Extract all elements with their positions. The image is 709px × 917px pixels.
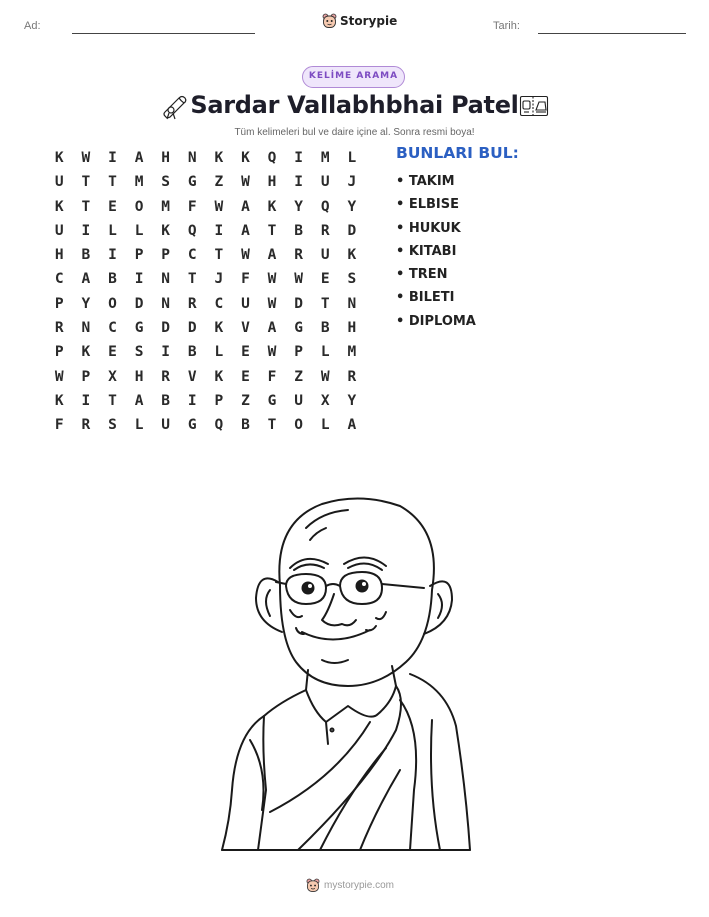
grid-cell[interactable]: K bbox=[54, 392, 64, 409]
grid-cell[interactable]: F bbox=[187, 198, 197, 215]
grid-cell[interactable]: A bbox=[267, 320, 277, 337]
grid-cell[interactable]: R bbox=[187, 295, 197, 312]
word-list-item: • DIPLOMA bbox=[396, 310, 476, 333]
grid-cell[interactable]: I bbox=[81, 222, 91, 239]
grid-cell[interactable]: R bbox=[294, 247, 303, 264]
grid-row bbox=[46, 219, 365, 243]
grid-cell[interactable]: B bbox=[241, 417, 250, 434]
footer[interactable] bbox=[306, 878, 394, 893]
name-line[interactable] bbox=[72, 33, 255, 34]
head-outline bbox=[279, 498, 434, 686]
word-list-title: BUNLARI BUL: bbox=[396, 144, 519, 162]
grid-cell[interactable]: C bbox=[54, 271, 64, 288]
grid-cell[interactable]: T bbox=[214, 247, 224, 264]
grid-cell[interactable]: A bbox=[347, 417, 357, 434]
grid-cell[interactable]: X bbox=[108, 368, 117, 385]
date-line[interactable] bbox=[538, 33, 686, 34]
grid-cell[interactable]: U bbox=[54, 222, 64, 239]
grid-cell[interactable]: I bbox=[108, 150, 117, 166]
grid-cell[interactable]: T bbox=[81, 174, 91, 191]
word-list-item: • BILETI bbox=[396, 286, 476, 309]
grid-cell[interactable]: P bbox=[134, 247, 144, 264]
grid-cell[interactable]: I bbox=[134, 271, 144, 288]
grid-cell[interactable]: W bbox=[294, 271, 303, 288]
brand-name: Storypie bbox=[340, 14, 398, 28]
grid-row bbox=[46, 340, 365, 364]
grid-cell[interactable]: Y bbox=[347, 198, 357, 215]
grid-cell[interactable]: W bbox=[241, 174, 250, 191]
collar bbox=[306, 686, 396, 722]
grid-cell[interactable]: H bbox=[267, 174, 277, 191]
grid-cell[interactable]: D bbox=[347, 222, 357, 239]
grid-row bbox=[46, 365, 365, 389]
grid-row bbox=[46, 267, 365, 291]
grid-cell[interactable]: G bbox=[134, 320, 144, 337]
name-label: Ad: bbox=[24, 20, 41, 32]
grid-cell[interactable]: N bbox=[81, 320, 91, 337]
grid-row bbox=[46, 413, 365, 437]
brand bbox=[322, 13, 397, 29]
word-list-item: • TAKIM bbox=[396, 170, 476, 193]
grid-cell[interactable]: Z bbox=[214, 174, 224, 191]
grid-cell[interactable]: Y bbox=[347, 392, 357, 409]
grid-cell[interactable]: A bbox=[134, 150, 144, 166]
grid-cell[interactable]: Y bbox=[294, 198, 303, 215]
grid-cell[interactable]: L bbox=[320, 344, 330, 361]
grid-cell[interactable]: P bbox=[81, 368, 91, 385]
grid-cell[interactable]: W bbox=[241, 247, 250, 264]
grid-cell[interactable]: W bbox=[267, 271, 277, 288]
right-ear bbox=[424, 581, 452, 634]
grid-cell[interactable]: W bbox=[267, 344, 277, 361]
grid-cell[interactable]: I bbox=[187, 392, 197, 409]
mouth bbox=[302, 630, 370, 640]
grid-cell[interactable]: W bbox=[267, 295, 277, 312]
grid-cell[interactable]: T bbox=[108, 392, 117, 409]
grid-cell[interactable]: Z bbox=[241, 392, 250, 409]
grid-cell[interactable]: T bbox=[108, 174, 117, 191]
grid-cell[interactable]: O bbox=[134, 198, 144, 215]
grid-row bbox=[46, 170, 365, 194]
grid-cell[interactable]: J bbox=[214, 271, 224, 288]
grid-cell[interactable]: I bbox=[294, 150, 303, 166]
grid-cell[interactable]: N bbox=[161, 271, 171, 288]
grid-cell[interactable]: I bbox=[294, 174, 303, 191]
grid-cell[interactable]: V bbox=[187, 368, 197, 385]
grid-cell[interactable]: I bbox=[161, 344, 171, 361]
grid-cell[interactable]: U bbox=[161, 417, 171, 434]
grid-cell[interactable]: S bbox=[134, 344, 144, 361]
grid-cell[interactable]: Z bbox=[294, 368, 303, 385]
grid-cell[interactable]: M bbox=[134, 174, 144, 191]
grid-cell[interactable]: K bbox=[241, 150, 250, 166]
grid-cell[interactable]: E bbox=[241, 344, 250, 361]
grid-cell[interactable]: T bbox=[267, 417, 277, 434]
grid-cell[interactable]: O bbox=[108, 295, 117, 312]
grid-cell[interactable]: A bbox=[267, 247, 277, 264]
grid-cell[interactable]: H bbox=[161, 150, 171, 166]
train-ticket-icon bbox=[519, 95, 549, 117]
grid-cell[interactable]: D bbox=[134, 295, 144, 312]
grid-cell[interactable]: E bbox=[108, 198, 117, 215]
grid-cell[interactable]: K bbox=[54, 150, 64, 166]
grid-cell[interactable]: M bbox=[347, 344, 357, 361]
grid-cell[interactable]: E bbox=[108, 344, 117, 361]
grid-cell[interactable]: Q bbox=[267, 150, 277, 166]
grid-cell[interactable]: E bbox=[320, 271, 330, 288]
grid-cell[interactable]: G bbox=[267, 392, 277, 409]
grid-cell[interactable]: M bbox=[161, 198, 171, 215]
grid-cell[interactable]: D bbox=[161, 320, 171, 337]
grid-cell[interactable]: K bbox=[214, 368, 224, 385]
grid-cell[interactable]: L bbox=[320, 417, 330, 434]
grid-cell[interactable]: B bbox=[161, 392, 171, 409]
grid-cell[interactable]: P bbox=[294, 344, 303, 361]
grid-cell[interactable]: H bbox=[134, 368, 144, 385]
grid-cell[interactable]: Q bbox=[187, 222, 197, 239]
grid-cell[interactable]: L bbox=[134, 222, 144, 239]
grid-cell[interactable]: C bbox=[187, 247, 197, 264]
grid-cell[interactable]: T bbox=[81, 198, 91, 215]
activity-badge: KELİME ARAMA bbox=[302, 66, 405, 88]
grid-cell[interactable]: F bbox=[241, 271, 250, 288]
grid-cell[interactable]: Y bbox=[81, 295, 91, 312]
grid-cell[interactable]: B bbox=[320, 320, 330, 337]
grid-cell[interactable]: H bbox=[347, 320, 357, 337]
shawl bbox=[298, 686, 401, 850]
grid-cell[interactable]: T bbox=[267, 222, 277, 239]
grid-cell[interactable]: B bbox=[294, 222, 303, 239]
grid-cell[interactable]: R bbox=[54, 320, 64, 337]
patel-coloring-drawing[interactable] bbox=[210, 490, 500, 860]
grid-cell[interactable]: J bbox=[347, 174, 357, 191]
word-search-grid[interactable] bbox=[46, 146, 365, 438]
grid-cell[interactable]: K bbox=[54, 198, 64, 215]
grid-cell[interactable]: K bbox=[267, 198, 277, 215]
grid-cell[interactable]: D bbox=[187, 320, 197, 337]
grid-row bbox=[46, 243, 365, 267]
grid-cell[interactable]: U bbox=[320, 174, 330, 191]
word-list-item: • KITABI bbox=[396, 240, 476, 263]
grid-cell[interactable]: C bbox=[108, 320, 117, 337]
grid-cell[interactable]: O bbox=[294, 417, 303, 434]
grid-cell[interactable]: L bbox=[347, 150, 357, 166]
grid-cell[interactable]: U bbox=[294, 392, 303, 409]
word-list-item: • TREN bbox=[396, 263, 476, 286]
grid-cell[interactable]: L bbox=[134, 417, 144, 434]
grid-cell[interactable]: R bbox=[320, 222, 330, 239]
grid-cell[interactable]: F bbox=[267, 368, 277, 385]
grid-cell[interactable]: K bbox=[161, 222, 171, 239]
nose bbox=[322, 594, 356, 625]
grid-cell[interactable]: S bbox=[108, 417, 117, 434]
grid-cell[interactable]: K bbox=[214, 150, 224, 166]
grid-cell[interactable]: A bbox=[241, 198, 250, 215]
grid-cell[interactable]: H bbox=[54, 247, 64, 264]
right-eyebrow bbox=[344, 557, 386, 566]
grid-cell[interactable]: V bbox=[241, 320, 250, 337]
storypie-logo-icon bbox=[306, 878, 320, 893]
grid-row bbox=[46, 146, 365, 170]
grid-row bbox=[46, 195, 365, 219]
grid-cell[interactable]: U bbox=[54, 174, 64, 191]
footer-url: mystorypie.com bbox=[324, 880, 395, 891]
word-list bbox=[396, 170, 476, 333]
grid-cell[interactable]: A bbox=[241, 222, 250, 239]
grid-cell[interactable]: T bbox=[320, 295, 330, 312]
grid-cell[interactable]: N bbox=[187, 150, 197, 166]
grid-cell[interactable]: I bbox=[81, 392, 91, 409]
grid-cell[interactable]: U bbox=[241, 295, 250, 312]
grid-cell[interactable]: N bbox=[161, 295, 171, 312]
grid-cell[interactable]: F bbox=[54, 417, 64, 434]
grid-cell[interactable]: A bbox=[134, 392, 144, 409]
grid-cell[interactable]: W bbox=[320, 368, 330, 385]
grid-cell[interactable]: D bbox=[294, 295, 303, 312]
grid-cell[interactable]: S bbox=[347, 271, 357, 288]
grid-cell[interactable]: G bbox=[187, 174, 197, 191]
grid-cell[interactable]: R bbox=[347, 368, 357, 385]
grid-cell[interactable]: P bbox=[54, 295, 64, 312]
grid-cell[interactable]: Q bbox=[214, 417, 224, 434]
grid-cell[interactable]: L bbox=[108, 222, 117, 239]
grid-cell[interactable]: I bbox=[214, 222, 224, 239]
grid-cell[interactable]: S bbox=[161, 174, 171, 191]
grid-row bbox=[46, 389, 365, 413]
storypie-logo-icon bbox=[322, 13, 337, 29]
grid-cell[interactable]: B bbox=[108, 271, 117, 288]
grid-cell[interactable]: R bbox=[161, 368, 171, 385]
grid-cell[interactable]: K bbox=[81, 344, 91, 361]
left-ear bbox=[256, 578, 282, 632]
grid-cell[interactable]: U bbox=[320, 247, 330, 264]
grid-cell[interactable]: W bbox=[214, 198, 224, 215]
grid-cell[interactable]: B bbox=[187, 344, 197, 361]
grid-cell[interactable]: T bbox=[187, 271, 197, 288]
word-list-item: • HUKUK bbox=[396, 217, 476, 240]
grid-cell[interactable]: B bbox=[81, 247, 91, 264]
grid-cell[interactable]: X bbox=[320, 392, 330, 409]
grid-cell[interactable]: R bbox=[81, 417, 91, 434]
grid-cell[interactable]: P bbox=[161, 247, 171, 264]
grid-cell[interactable]: N bbox=[347, 295, 357, 312]
grid-cell[interactable]: M bbox=[320, 150, 330, 166]
grid-cell[interactable]: K bbox=[214, 320, 224, 337]
grid-cell[interactable]: A bbox=[81, 271, 91, 288]
grid-cell[interactable]: I bbox=[108, 247, 117, 264]
page-title: Sardar Vallabhbhai Patel bbox=[190, 91, 519, 119]
instructions: Tüm kelimeleri bul ve daire içine al. Sonra resmi boya! bbox=[234, 127, 475, 138]
date-label: Tarih: bbox=[493, 20, 520, 32]
grid-cell[interactable]: W bbox=[81, 150, 91, 166]
grid-cell[interactable]: W bbox=[54, 368, 64, 385]
grid-cell[interactable]: E bbox=[241, 368, 250, 385]
grid-row bbox=[46, 292, 365, 316]
grid-row bbox=[46, 316, 365, 340]
grid-cell[interactable]: L bbox=[214, 344, 224, 361]
grid-cell[interactable]: G bbox=[294, 320, 303, 337]
grid-cell[interactable]: P bbox=[54, 344, 64, 361]
grid-cell[interactable]: C bbox=[214, 295, 224, 312]
grid-cell[interactable]: K bbox=[347, 247, 357, 264]
grid-cell[interactable]: P bbox=[214, 392, 224, 409]
grid-cell[interactable]: Q bbox=[320, 198, 330, 215]
word-list-item: • ELBISE bbox=[396, 193, 476, 216]
grid-cell[interactable]: G bbox=[187, 417, 197, 434]
